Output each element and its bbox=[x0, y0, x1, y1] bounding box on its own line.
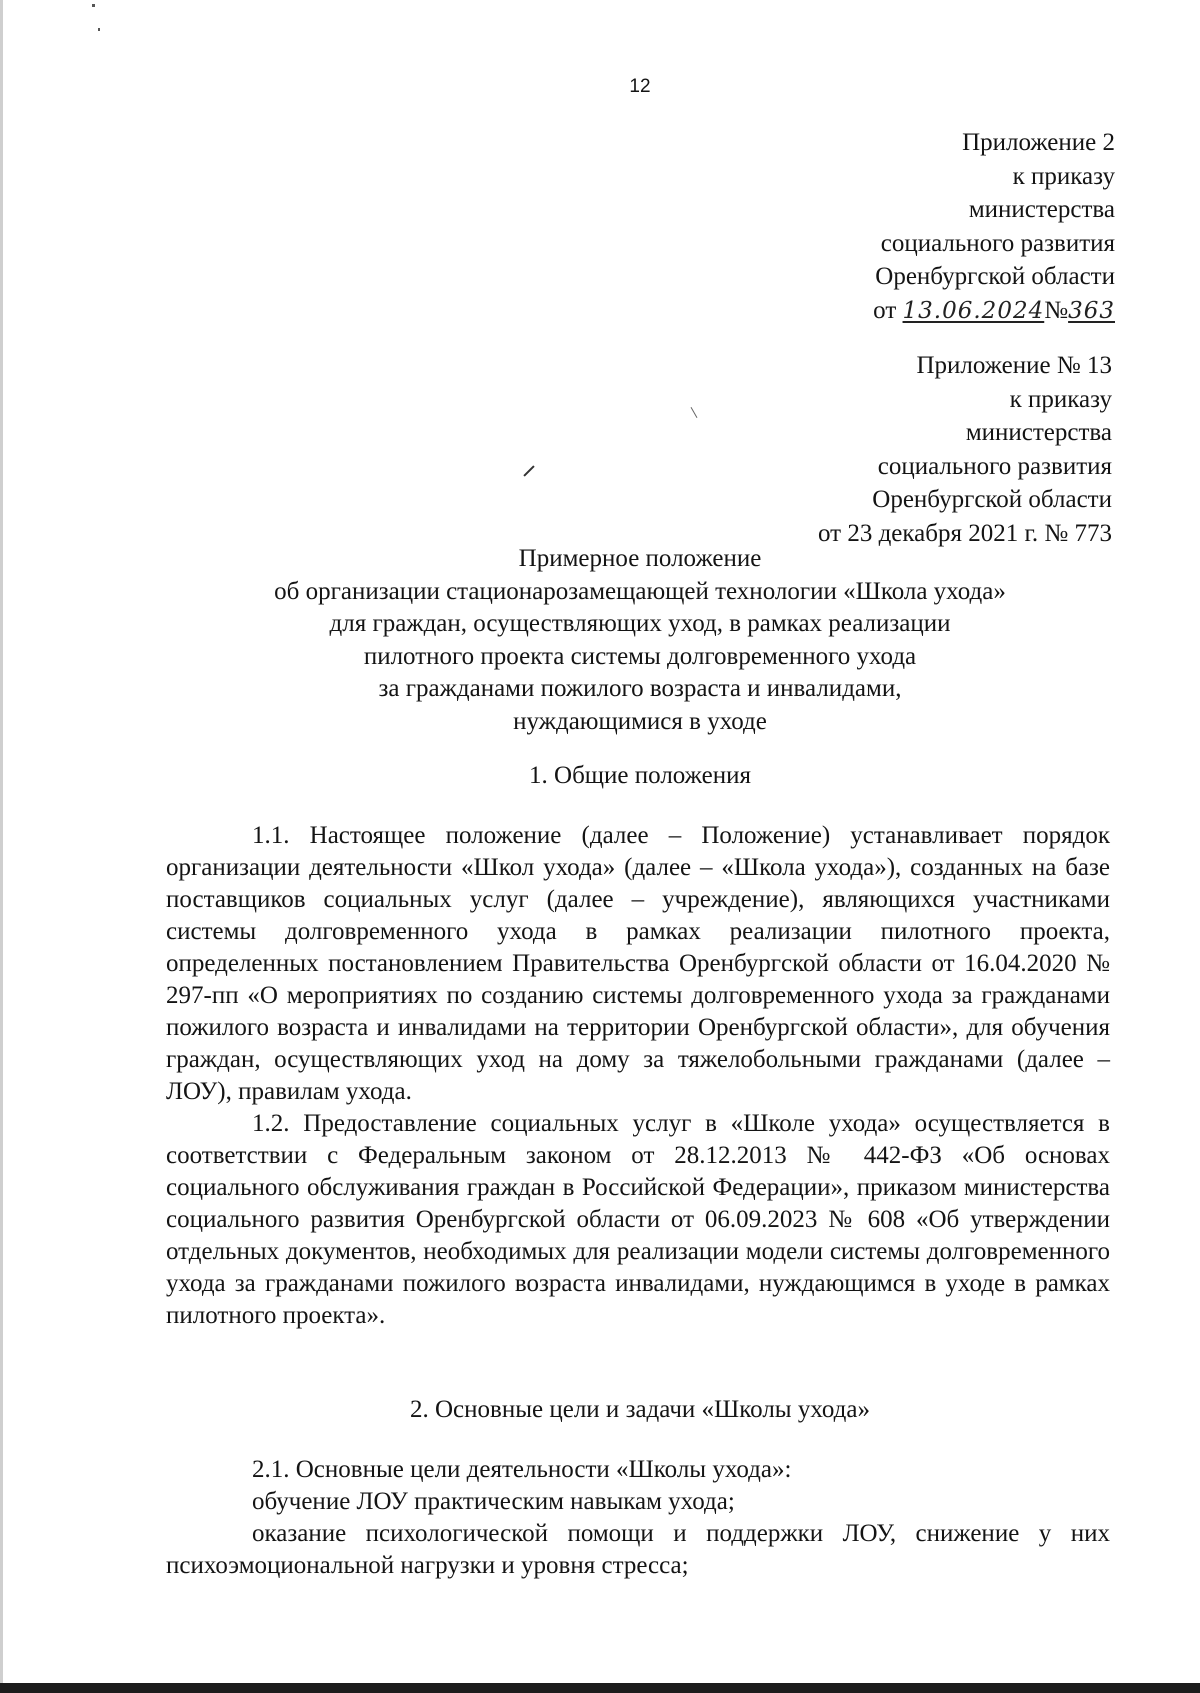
appendix-2-line: Приложение 2 bbox=[962, 129, 1115, 156]
handwritten-date: 13.06.2024 bbox=[902, 297, 1045, 324]
section-2-body bbox=[166, 1454, 1110, 1582]
scan-speck bbox=[98, 28, 100, 31]
title-line: нуждающимися в уходе bbox=[513, 707, 767, 735]
scan-left-border bbox=[0, 0, 3, 1693]
document-title bbox=[0, 543, 1200, 738]
scan-stroke bbox=[523, 465, 534, 476]
appendix-2-line: социального развития bbox=[880, 229, 1115, 257]
paragraph-1-1: 1.1. Настоящее положение (далее – Положение) устанавливает порядок организации деятельности «Школ ухода» (далее – «Школа ухода»), созданных на базе поставщиков социальных услуг (далее – учреждение), являющихся участниками системы долговременного ухода в рамках реализации пилотного проекта, определенных постановлением Правительства Оренбургской области от 16.04.2020 № 297-пп «О мероприятиях по созданию системы долговременного ухода за гражданами пожилого возраста и инвалидами на территории Оренбургской области», для обучения граждан, осуществляющих уход на дому за тяжелобольными гражданами (далее – ЛОУ), правилам ухода. bbox=[166, 822, 1110, 1105]
paragraph-1-2: 1.2. Предоставление социальных услуг в «Школе ухода» осуществляется в соответствии с Федеральным законом от 28.12.2013 № 442-ФЗ «Об основах социального обслуживания граждан в Российской Федерации», приказом министерства социального развития Оренбургской области от 06.09.2023 № 608 «Об утверждении отдельных документов, необходимых для реализации модели системы долговременного ухода за гражданами пожилого возраста инвалидами, нуждающимся в уходе в рамках пилотного проекта». bbox=[166, 1110, 1110, 1329]
paragraph-2-goal-1: обучение ЛОУ практическим навыкам ухода; bbox=[252, 1488, 735, 1515]
date-prefix: от bbox=[873, 296, 897, 324]
paragraph-2-goal-2: оказание психологической помощи и поддержки ЛОУ, снижение у них психоэмоциональной нагрузки и уровня стресса; bbox=[166, 1520, 1110, 1579]
title-line: об организации стационарозамещающей технологии «Школа ухода» bbox=[274, 577, 1006, 605]
scan-stroke bbox=[691, 407, 698, 418]
section-1-heading: 1. Общие положения bbox=[529, 762, 751, 789]
title-line: за гражданами пожилого возраста и инвалидами, bbox=[378, 675, 902, 702]
appendix-2-line: Оренбургской области bbox=[875, 263, 1115, 290]
appendix-2-line: к приказу bbox=[1012, 162, 1115, 190]
appendix-13-line: министерства bbox=[965, 419, 1112, 446]
appendix-2-date-line bbox=[873, 294, 1115, 329]
number-sign: № bbox=[1044, 296, 1069, 324]
appendix-2-block bbox=[873, 126, 1115, 328]
appendix-13-block bbox=[818, 349, 1112, 550]
appendix-2-line: министерства bbox=[968, 196, 1115, 223]
title-line: пилотного проекта системы долговременного ухода bbox=[363, 642, 917, 670]
title-line: Примерное положение bbox=[518, 545, 762, 572]
appendix-13-line: Приложение № 13 bbox=[916, 352, 1112, 379]
title-line: для граждан, осуществляющих уход, в рамках реализации bbox=[329, 610, 951, 637]
scan-bottom-edge bbox=[0, 1683, 1200, 1693]
section-1-body bbox=[166, 820, 1110, 1332]
handwritten-number: 363 bbox=[1068, 297, 1115, 324]
appendix-13-line: к приказу bbox=[1009, 385, 1112, 413]
page-number: 12 bbox=[629, 76, 651, 97]
section-2-heading: 2. Основные цели и задачи «Школы ухода» bbox=[410, 1396, 870, 1423]
appendix-13-line: Оренбургской области bbox=[872, 486, 1112, 513]
appendix-13-line: от 23 декабря 2021 г. № 773 bbox=[817, 519, 1112, 547]
appendix-13-line: социального развития bbox=[877, 452, 1112, 480]
scan-speck bbox=[92, 4, 95, 7]
paragraph-2-1: 2.1. Основные цели деятельности «Школы ухода»: bbox=[252, 1456, 792, 1483]
